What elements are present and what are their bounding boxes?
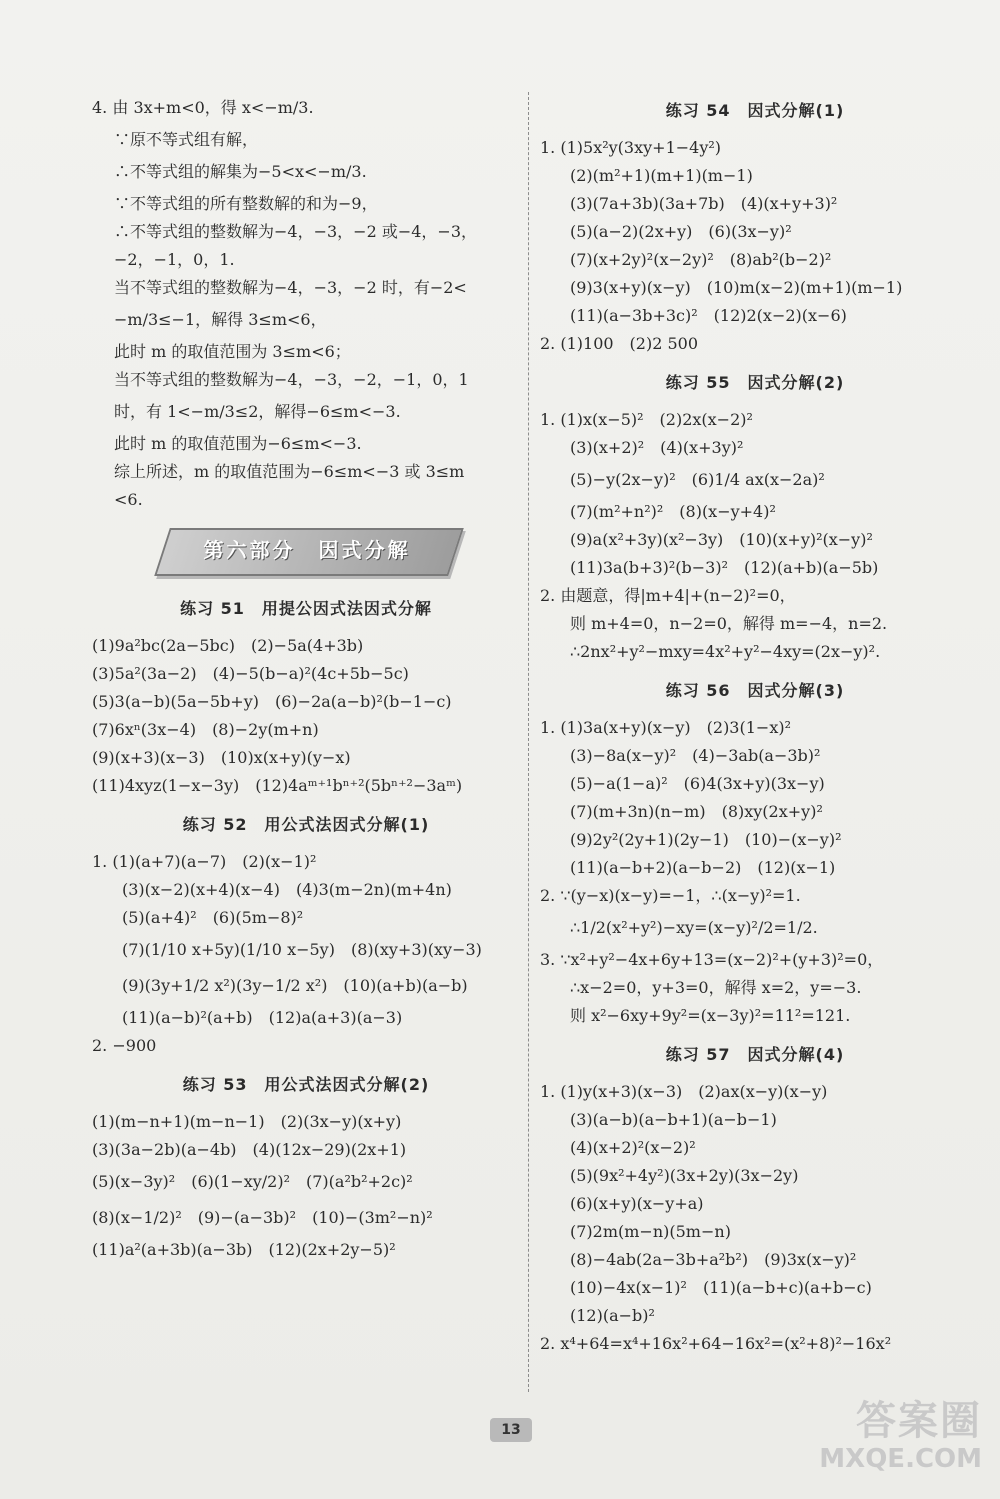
answer-line: 1. (1)y(x+3)(x−3) (2)ax(x−y)(x−y) [540, 1082, 828, 1101]
answer-line: 2. ∵(y−x)(x−y)=−1，∴(x−y)²=1. [540, 886, 801, 905]
answer-line: (11)4xyz(1−x−3y) (12)4aᵐ⁺¹bⁿ⁺²(5bⁿ⁺²−3aᵐ) [92, 776, 463, 795]
answer-line: (3)(x−2)(x+4)(x−4) (4)3(m−2n)(m+4n) [122, 880, 452, 899]
answer-line: (5)−y(2x−y)² (6)1/4 ax(x−2a)² [570, 470, 825, 489]
answer-line: 1. (1)x(x−5)² (2)2x(x−2)² [540, 410, 753, 429]
exercise-52-title: 练习 52 用公式法因式分解(1) [182, 815, 430, 834]
answer-line: <6. [114, 490, 143, 509]
exercise-56-answers [540, 714, 970, 1030]
answer-line: 时，有 1<−m/3≤2，解得−6≤m<−3. [114, 402, 401, 421]
answer-line: −2，−1，0，1. [114, 250, 235, 269]
answer-line: 当不等式组的整数解为−4，−3，−2，−1，0，1 [114, 370, 469, 389]
answer-line: (5)(a−2)(2x+y) (6)(3x−y)² [570, 222, 792, 241]
answer-line: (3)(3a−2b)(a−4b) (4)(12x−29)(2x+1) [92, 1140, 407, 1159]
answer-line: 此时 m 的取值范围为 3≤m<6； [114, 342, 351, 361]
answer-line: 当不等式组的整数解为−4，−3，−2 时，有−2< [114, 278, 467, 297]
answer-line: 综上所述，m 的取值范围为−6≤m<−3 或 3≤m [114, 462, 465, 481]
watermark-top: 答案圈 [856, 1398, 982, 1444]
answer-line: 则 m+4=0，n−2=0，解得 m=−4，n=2. [570, 614, 888, 633]
answer-line: (4)(x+2)²(x−2)² [570, 1138, 696, 1157]
answer-line: (7)(m+3n)(n−m) (8)xy(2x+y)² [570, 802, 823, 821]
page-number: 13 [490, 1418, 532, 1442]
answer-line: (3)(a−b)(a−b+1)(a−b−1) [570, 1110, 777, 1129]
answer-line: 则 x²−6xy+9y²=(x−3y)²=11²=121. [570, 1006, 851, 1025]
answer-line: (9)(3y+1/2 x²)(3y−1/2 x²) (10)(a+b)(a−b) [122, 976, 468, 995]
answer-line: ∵原不等式组有解， [114, 130, 259, 149]
answer-line: ∵不等式组的所有整数解的和为−9， [114, 194, 378, 213]
column-divider [528, 92, 529, 1392]
answer-line: (9)2y²(2y+1)(2y−1) (10)−(x−y)² [570, 830, 842, 849]
answer-line: 3. ∵x²+y²−4x+6y+13=(x−2)²+(y+3)²=0， [540, 950, 884, 969]
exercise-53-answers [92, 1108, 520, 1264]
answer-line: −m/3≤−1，解得 3≤m<6， [114, 310, 327, 329]
answer-line: (5)(x−3y)² (6)(1−xy/2)² (7)(a²b²+2c)² [92, 1172, 413, 1191]
exercise-51-answers [92, 632, 520, 800]
exercise-51-title: 练习 51 用提公因式法因式分解 [180, 599, 432, 618]
answer-line: ∴不等式组的整数解为−4，−3，−2 或−4，−3， [114, 222, 478, 241]
exercise-54-answers [540, 134, 970, 358]
answer-line: (3)5a²(3a−2) (4)−5(b−a)²(4c+5b−5c) [92, 664, 409, 683]
exercise-53-title: 练习 53 用公式法因式分解(2) [182, 1075, 430, 1094]
answer-line: (1)9a²bc(2a−5bc) (2)−5a(4+3b) [92, 636, 364, 655]
part-six-title: 第六部分 因式分解 [203, 538, 411, 562]
answer-line: 1. (1)3a(x+y)(x−y) (2)3(1−x)² [540, 718, 791, 737]
answer-line: (3)(x+2)² (4)(x+3y)² [570, 438, 744, 457]
answer-line: 1. (1)5x²y(3xy+1−4y²) [540, 138, 722, 157]
exercise-57-title: 练习 57 因式分解(4) [665, 1045, 845, 1064]
part-six-banner [162, 528, 452, 572]
exercise-54-title: 练习 54 因式分解(1) [665, 101, 845, 120]
answer-line: (7)2m(m−n)(5m−n) [570, 1222, 731, 1241]
answer-line: (11)(a−b)²(a+b) (12)a(a+3)(a−3) [122, 1008, 403, 1027]
answer-line: (9)a(x²+3y)(x²−3y) (10)(x+y)²(x−y)² [570, 530, 873, 549]
answer-line: ∴1/2(x²+y²)−xy=(x−y)²/2=1/2. [570, 918, 818, 937]
answer-line: (8)−4ab(2a−3b+a²b²) (9)3x(x−y)² [570, 1250, 857, 1269]
answer-line: (1)(m−n+1)(m−n−1) (2)(3x−y)(x+y) [92, 1112, 402, 1131]
answer-line: (7)(x+2y)²(x−2y)² (8)ab²(b−2)² [570, 250, 832, 269]
answer-line: (5)(a+4)² (6)(5m−8)² [122, 908, 304, 927]
left-column [92, 90, 520, 1264]
answer-line: (5)3(a−b)(5a−5b+y) (6)−2a(a−b)²(b−1−c) [92, 692, 452, 711]
exercise-55-title: 练习 55 因式分解(2) [665, 373, 845, 392]
answer-line: (8)(x−1/2)² (9)−(a−3b)² (10)−(3m²−n)² [92, 1208, 433, 1227]
answer-line: ∴x−2=0，y+3=0，解得 x=2，y=−3. [570, 978, 862, 997]
answer-line: (6)(x+y)(x−y+a) [570, 1194, 704, 1213]
answer-line: (7)(m²+n²)² (8)(x−y+4)² [570, 502, 776, 521]
answer-line: (9)(x+3)(x−3) (10)x(x+y)(y−x) [92, 748, 351, 767]
answer-line: (12)(a−b)² [570, 1306, 655, 1325]
answer-line: ∴不等式组的解集为−5<x<−m/3. [114, 162, 367, 181]
exercise-52-answers [92, 848, 520, 1060]
answer-line: (11)(a−b+2)(a−b−2) (12)(x−1) [570, 858, 836, 877]
answer-line: (3)−8a(x−y)² (4)−3ab(a−3b)² [570, 746, 821, 765]
answer-line: 2. −900 [92, 1036, 157, 1055]
answer-line: 2. x⁴+64=x⁴+16x²+64−16x²=(x²+8)²−16x² [540, 1334, 892, 1353]
answer-line: (5)−a(1−a)² (6)4(3x+y)(3x−y) [570, 774, 825, 793]
watermark-bottom: MXQE.COM [819, 1444, 982, 1474]
exercise-57-answers [540, 1078, 970, 1358]
answer-line: (5)(9x²+4y²)(3x+2y)(3x−2y) [570, 1166, 799, 1185]
answer-line: (3)(7a+3b)(3a+7b) (4)(x+y+3)² [570, 194, 838, 213]
answer-line: (11)(a−3b+3c)² (12)2(x−2)(x−6) [570, 306, 847, 325]
answer-line: (7)(1/10 x+5y)(1/10 x−5y) (8)(xy+3)(xy−3) [122, 940, 482, 959]
answer-line: (11)3a(b+3)²(b−3)² (12)(a+b)(a−5b) [570, 558, 879, 577]
problem-4-solution [92, 90, 520, 514]
answer-line: ∴2nx²+y²−mxy=4x²+y²−4xy=(2x−y)². [570, 642, 881, 661]
answer-line: (9)3(x+y)(x−y) (10)m(x−2)(m+1)(m−1) [570, 278, 903, 297]
answer-line: 2. (1)100 (2)2 500 [540, 334, 699, 353]
watermark-logo [819, 1398, 982, 1474]
exercise-55-answers [540, 406, 970, 666]
answer-line: 1. (1)(a+7)(a−7) (2)(x−1)² [92, 852, 317, 871]
answer-line: (2)(m²+1)(m+1)(m−1) [570, 166, 753, 185]
exercise-56-title: 练习 56 因式分解(3) [665, 681, 845, 700]
answer-line: (11)a²(a+3b)(a−3b) (12)(2x+2y−5)² [92, 1240, 396, 1259]
answer-line: 2. 由题意，得|m+4|+(n−2)²=0， [540, 586, 796, 605]
answer-line: 此时 m 的取值范围为−6≤m<−3. [114, 434, 362, 453]
answer-line: (7)6xⁿ(3x−4) (8)−2y(m+n) [92, 720, 319, 739]
answer-line: (10)−4x(x−1)² (11)(a−b+c)(a+b−c) [570, 1278, 872, 1297]
right-column [540, 90, 970, 1358]
answer-line: 4. 由 3x+m<0，得 x<−m/3. [92, 98, 314, 117]
